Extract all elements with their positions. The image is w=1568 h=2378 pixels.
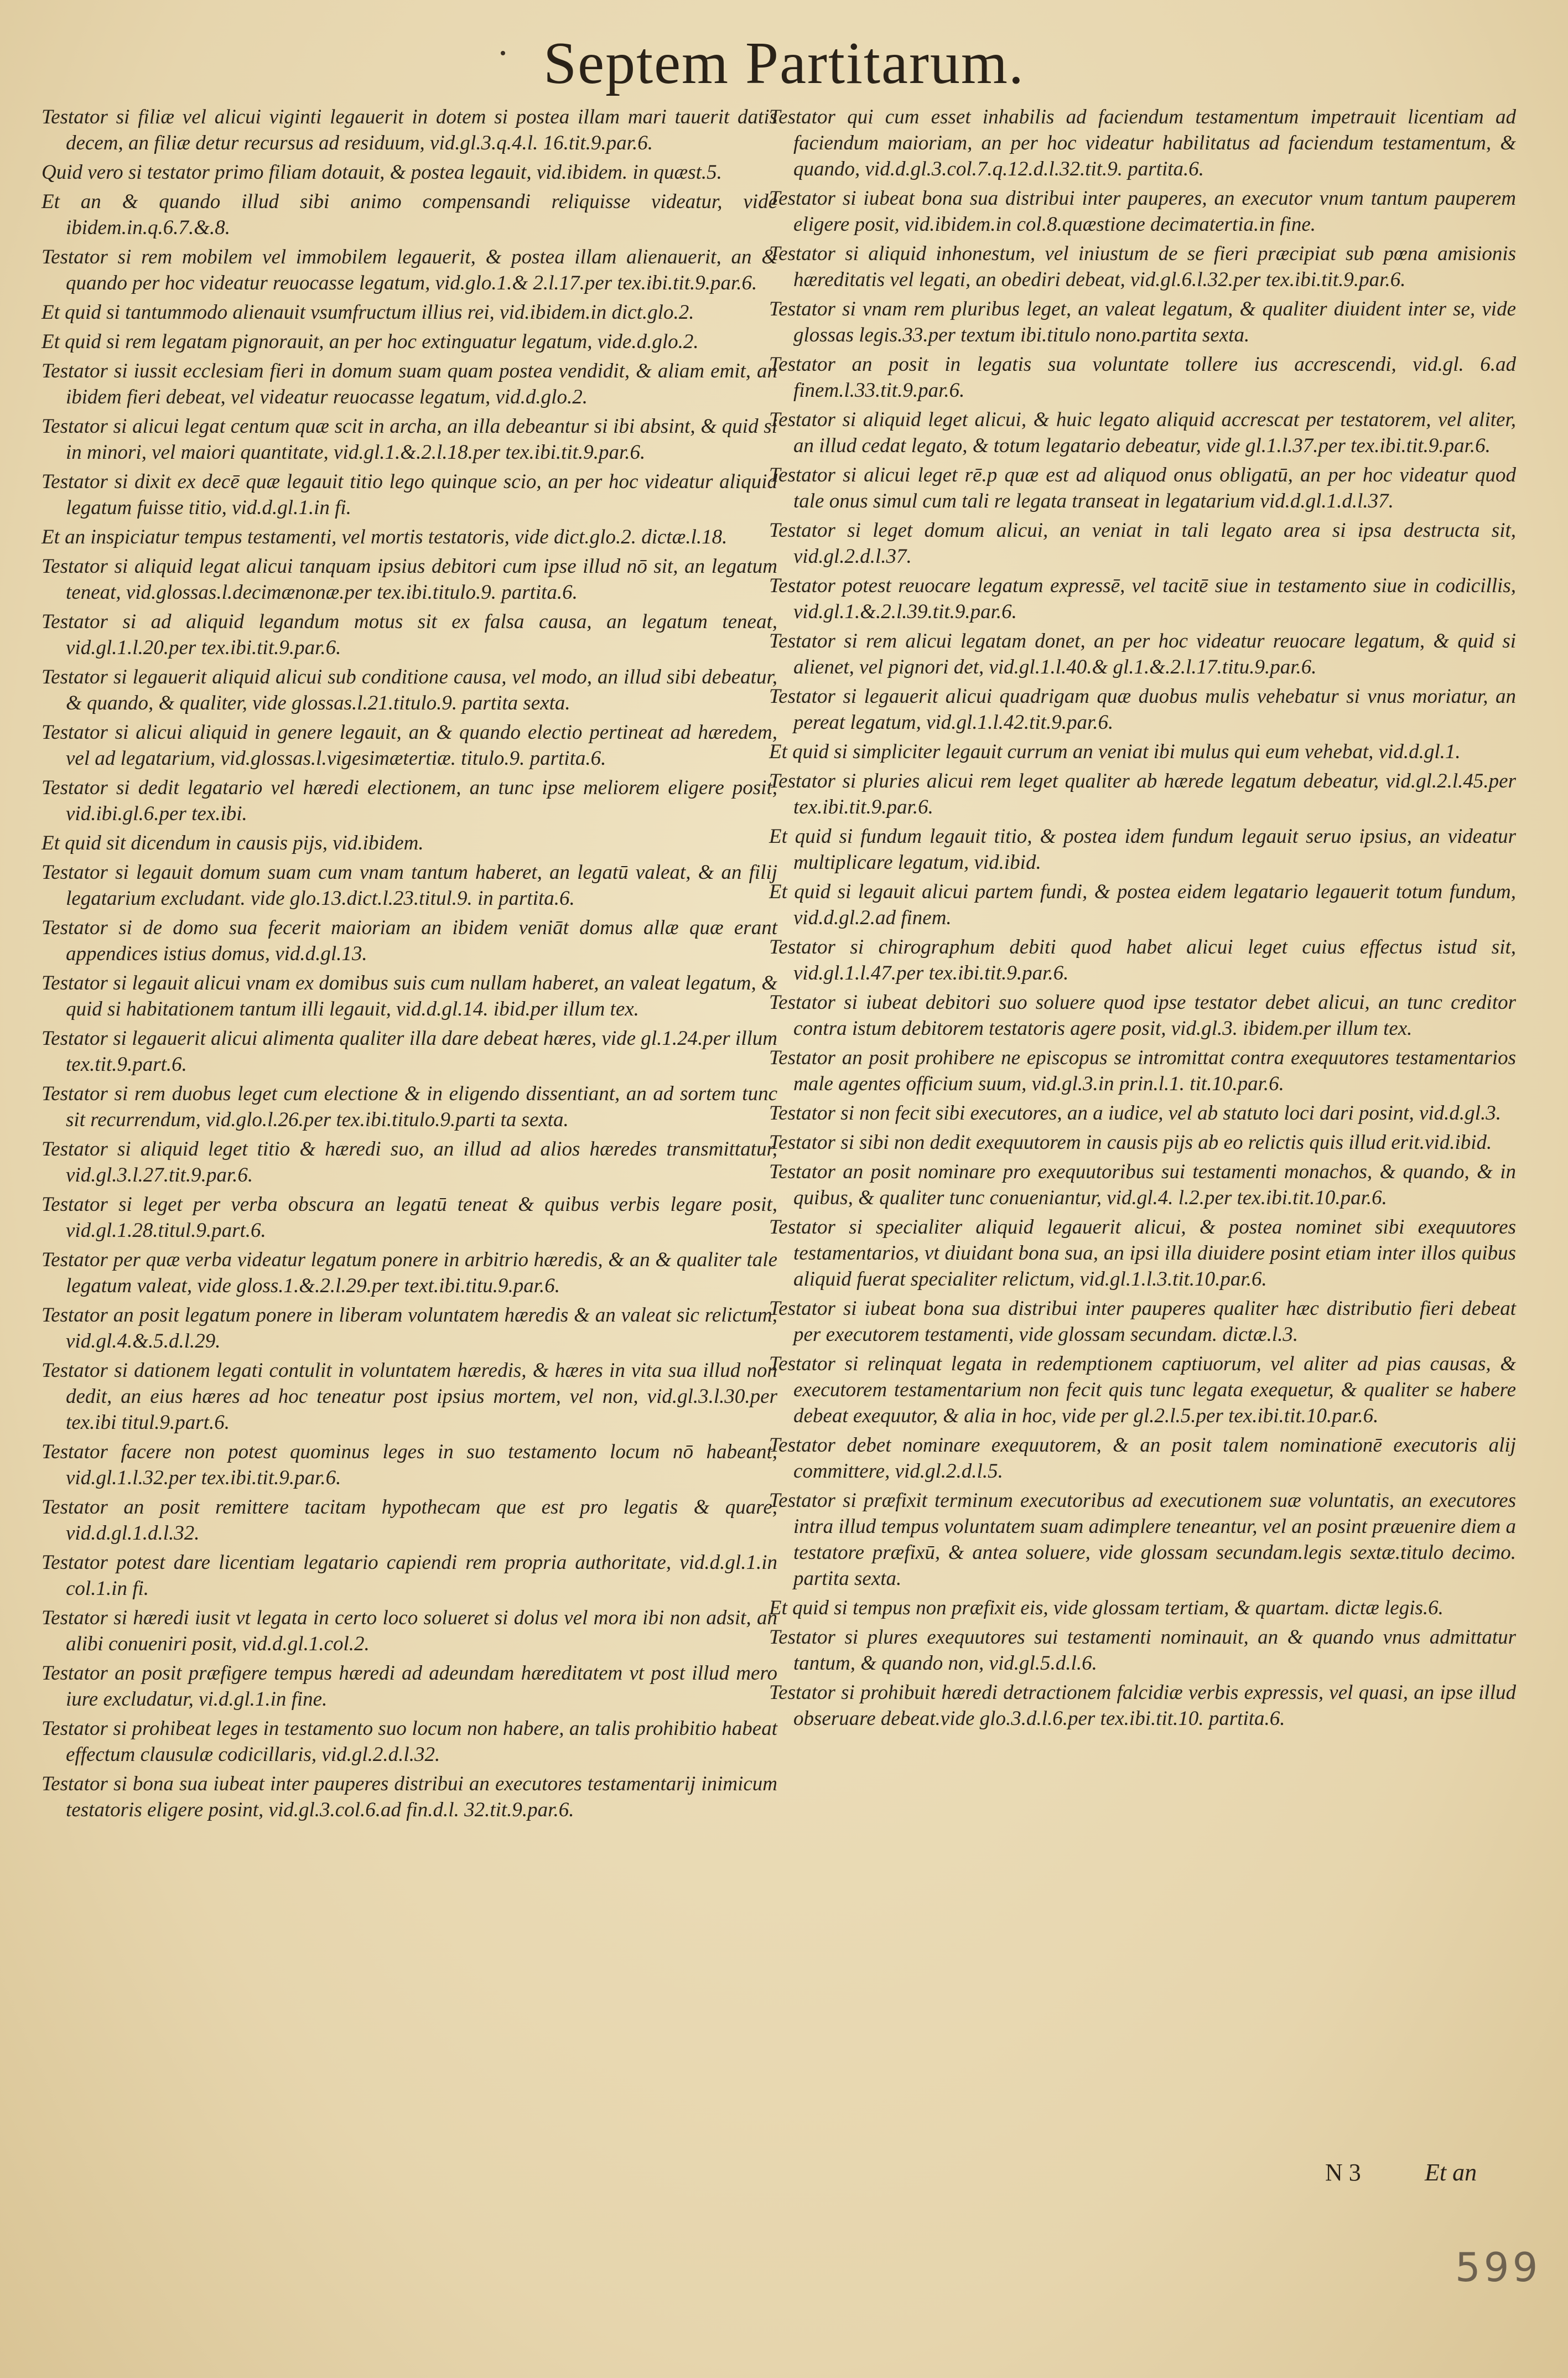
index-entry: Testator an posit nominare pro exequutoribus sui testamenti monachos, & quando, & in quibus, & qualiter tunc conueniantur, vid.gl.4. l.2.per tex.ibi.tit.10.par.6. — [769, 1160, 1516, 1209]
index-entry: Testator si aliquid leget alicui, & huic legato aliquid accrescat per testatorem, vel aliter, an illud cedat legato, & totum legatario debeatur, vide gl.1.l.37.per tex.ibi.tit.9.par.6. — [769, 408, 1516, 457]
left-column — [41, 104, 777, 1826]
index-entry: Testator an posit legatum ponere in liberam voluntatem hæredis & an valeat sic relictum, vid.gl.4.&.5.d.l.29. — [41, 1304, 777, 1353]
running-header — [0, 22, 1568, 105]
index-entry: Testator debet nominare exequutorem, & an posit talem nominationē executoris alij committere, vid.gl.2.d.l.5. — [769, 1434, 1516, 1483]
index-entry: Testator si specialiter aliquid legauerit alicui, & postea nominet sibi exequutores testamentarios, vt diuidant bona sua, an ipsi illa diuidere posint etiam inter illos quibus aliquid fuerat specialiter relictum, vid.gl.1.l.3.tit.10.par.6. — [769, 1216, 1516, 1291]
index-entry: Testator si non fecit sibi executores, an a iudice, vel ab statuto loci dari posint, vid.d.gl.3. — [769, 1102, 1501, 1125]
index-entry: Testator an posit prohibere ne episcopus se intromittat contra exequutores testamentarios male agentes officium suum, vid.gl.3.in prin.l.1. tit.10.par.6. — [769, 1046, 1516, 1095]
index-entry: Testator si dedit legatario vel hæredi electionem, an tunc ipse meliorem eligere posit, vid.ibi.gl.6.per tex.ibi. — [41, 776, 777, 825]
index-entry: Et quid si tempus non præfixit eis, vide glossam tertiam, & quartam. dictæ legis.6. — [769, 1597, 1444, 1619]
index-entry: Testator si sibi non dedit exequutorem in causis pijs ab eo relictis quis illud erit.vid.ibid. — [769, 1131, 1492, 1154]
index-entry: Testator an posit in legatis sua voluntate tollere ius accrescendi, vid.gl. 6.ad finem.l.33.tit.9.par.6. — [769, 353, 1516, 402]
index-entry: Testator potest dare licentiam legatario capiendi rem propria authoritate, vid.d.gl.1.in col.1.in fi. — [41, 1551, 777, 1600]
index-entry: Testator si leget per verba obscura an legatū teneat & quibus verbis legare posit, vid.gl.1.28.titul.9.part.6. — [41, 1193, 777, 1242]
handwritten-folio-number: 599 — [1455, 2244, 1541, 2291]
index-entry: Testator si filiæ vel alicui viginti legauerit in dotem si postea illam mari tauerit datis decem, an filiæ detur recursus ad residuum, vid.gl.3.q.4.l. 16.tit.9.par.6. — [41, 106, 777, 154]
index-entry: Et quid si legauit alicui partem fundi, & postea eidem legatario legauerit totum fundum, vid.d.gl.2.ad finem. — [769, 880, 1516, 929]
index-entry: Testator si legauerit alicui alimenta qualiter illa dare debeat hæres, vide gl.1.24.per illum tex.tit.9.part.6. — [41, 1027, 777, 1076]
index-entry: Testator si vnam rem pluribus leget, an valeat legatum, & qualiter diuident inter se, vide glossas legis.33.per textum ibi.titulo nono.partita sexta. — [769, 298, 1516, 346]
index-entry: Testator si prohibuit hæredi detractionem falcidiæ verbis expressis, vel quasi, an ipse illud obseruare debeat.vide glo.3.d.l.6.per tex.ibi.tit.10. partita.6. — [769, 1681, 1516, 1730]
index-entry: Testator si præfixit terminum executoribus ad executionem suæ voluntatis, an executores intra illud tempus voluntatem suam adimplere teneantur, vel an posint præuenire diem a testatore præfixū, & antea soluere, vide glossam secundam.legis sextæ.titulo decimo. partita sexta. — [769, 1489, 1516, 1590]
index-entry: Testator si rem alicui legatam donet, an per hoc videatur reuocare legatum, & quid si alienet, vel pignori det, vid.gl.1.l.40.& gl.1.&.2.l.17.titu.9.par.6. — [769, 630, 1516, 678]
index-entry: Testator si alicui aliquid in genere legauit, an & quando electio pertineat ad hæredem, vel ad legatarium, vid.glossas.l.vigesimætertiæ. titulo.9. partita.6. — [41, 721, 777, 770]
index-entry: Testator facere non potest quominus leges in suo testamento locum nō habeant, vid.gl.1.l.32.per tex.ibi.tit.9.par.6. — [41, 1441, 777, 1489]
index-entry: Testator si aliquid leget titio & hæredi suo, an illud ad alios hæredes transmittatur, vid.gl.3.l.27.tit.9.par.6. — [41, 1138, 777, 1187]
index-entry: Testator si rem duobus leget cum electione & in eligendo dissentiant, an ad sortem tunc sit recurrendum, vid.glo.l.26.per tex.ibi.titulo.9.parti ta sexta. — [41, 1082, 777, 1131]
catchword: Et an — [1425, 2159, 1477, 2186]
index-entry: Testator si dixit ex decē quæ legauit titio lego quinque scio, an per hoc videatur aliquid legatum fuisse titio, vid.d.gl.1.in fi. — [41, 470, 777, 519]
index-entry: Et quid si rem legatam pignorauit, an per hoc extinguatur legatum, vide.d.glo.2. — [41, 330, 699, 353]
index-entry: Et quid sit dicendum in causis pijs, vid.ibidem. — [41, 832, 424, 854]
index-entry: Testator si ad aliquid legandum motus sit ex falsa causa, an legatum teneat, vid.gl.1.l.20.per tex.ibi.tit.9.par.6. — [41, 610, 777, 659]
index-entry: Testator potest reuocare legatum expressē, vel tacitē siue in testamento siue in codicillis, vid.gl.1.&.2.l.39.tit.9.par.6. — [769, 574, 1516, 623]
index-entry: Quid vero si testator primo filiam dotauit, & postea legauit, vid.ibidem. in quæst.5. — [41, 161, 722, 184]
index-entry: Testator si prohibeat leges in testamento suo locum non habere, an talis prohibitio habeat effectum clausulæ codicillaris, vid.gl.2.d.l.32. — [41, 1717, 777, 1766]
index-entry: Testator si rem mobilem vel immobilem legauerit, & postea illam alienauerit, an & quando per hoc videatur reuocasse legatum, vid.glo.1.& 2.l.17.per tex.ibi.tit.9.par.6. — [41, 246, 777, 294]
index-entry: Testator si pluries alicui rem leget qualiter ab hærede legatum debeatur, vid.gl.2.l.45.per tex.ibi.tit.9.par.6. — [769, 770, 1516, 818]
index-entry: Et quid si fundum legauit titio, & postea idem fundum legauit seruo ipsius, an videatur multiplicare legatum, vid.ibid. — [769, 825, 1516, 874]
index-entry: Testator si iubeat debitori suo soluere quod ipse testator debet alicui, an tunc creditor contra istum debitorem testatoris agere posit, vid.gl.3. ibidem.per illum tex. — [769, 991, 1516, 1040]
index-entry: Testator si bona sua iubeat inter pauperes distribui an executores testamentarij inimicum testatoris eligere posint, vid.gl.3.col.6.ad fin.d.l. 32.tit.9.par.6. — [41, 1773, 777, 1821]
index-entry: Et quid si tantummodo alienauit vsumfructum illius rei, vid.ibidem.in dict.glo.2. — [41, 301, 694, 324]
signature-mark: N 3 — [1325, 2159, 1361, 2186]
index-entry: Testator an posit præfigere tempus hæredi ad adeundam hæreditatem vt post illud mero iure excludatur, vi.d.gl.1.in fine. — [41, 1662, 777, 1711]
index-entry: Testator si iubeat bona sua distribui inter pauperes, an executor vnum tantum pauperem eligere posit, vid.ibidem.in col.8.quæstione decimatertia.in fine. — [769, 187, 1516, 236]
index-entry: Testator si hæredi iusit vt legata in certo loco solueret si dolus vel mora ibi non adsit, an alibi conueniri posit, vid.d.gl.1.col.2. — [41, 1607, 777, 1655]
index-entry: Testator si chirographum debiti quod habet alicui leget cuius effectus istud sit, vid.gl.1.l.47.per tex.ibi.tit.9.par.6. — [769, 936, 1516, 985]
index-entry: Testator si dationem legati contulit in voluntatem hæredis, & hæres in vita sua illud non dedit, an eius hæres ad hoc teneatur post ipsius mortem, vel non, vid.gl.3.l.30.per tex.ibi titul.9.part.6. — [41, 1359, 777, 1434]
index-entry: Testator qui cum esset inhabilis ad faciendum testamentum impetrauit licentiam ad faciendum maioriam, an per hoc videatur habilitatus ad faciendum testamentum, & quando, vid.d.gl.3.col.7.q.12.d.l.32.tit.9. partita.6. — [769, 106, 1516, 180]
index-entry: Testator si relinquat legata in redemptionem captiuorum, vel aliter ad pias causas, & executorem testamentarium non fecit quis tunc legata exequetur, & qualiter se habere debeat exequutor, & alia in hoc, vide per gl.2.l.5.per tex.ibi.tit.10.par.6. — [769, 1353, 1516, 1427]
index-entry: Testator si legauerit aliquid alicui sub conditione causa, vel modo, an illud sibi debeatur, & quando, & qualiter, vide glossas.l.21.titulo.9. partita sexta. — [41, 666, 777, 714]
index-entry: Testator si plures exequutores sui testamenti nominauit, an & quando vnus admittatur tantum, & quando non, vid.gl.5.d.l.6. — [769, 1626, 1516, 1675]
index-entry: Testator an posit remittere tacitam hypothecam que est pro legatis & quare, vid.d.gl.1.d.l.32. — [41, 1496, 777, 1545]
page-title: Septem Partitarum. — [543, 30, 1025, 96]
index-entry: Testator si alicui legat centum quæ scit in archa, an illa debeantur si ibi absint, & quid si in minori, vel maiori quantitate, vid.gl.1.&.2.l.18.per tex.ibi.tit.9.par.6. — [41, 415, 777, 464]
index-entry: Testator si alicui leget rē.p quæ est ad aliquod onus obligatū, an per hoc videatur quod tale onus simul cum tali re legata transeat in legatarium vid.d.gl.1.d.l.37. — [769, 464, 1516, 512]
index-entry: Testator si aliquid inhonestum, vel iniustum de se fieri præcipiat sub pœna amisionis hæreditatis vel legati, an obediri debeat, vid.gl.6.l.32.per tex.ibi.tit.9.par.6. — [769, 242, 1516, 291]
index-entry: Testator si iubeat bona sua distribui inter pauperes qualiter hæc distributio fieri debeat per executorem testamenti, vide glossam secundam. dictæ.l.3. — [769, 1297, 1516, 1346]
index-entry: Testator si iussit ecclesiam fieri in domum suam quam postea vendidit, & aliam emit, an ibidem fieri debeat, vel videatur reuocasse legatum, vid.d.glo.2. — [41, 360, 777, 408]
index-entry: Testator si leget domum alicui, an veniat in tali legato area si ipsa destructa sit, vid.gl.2.d.l.37. — [769, 519, 1516, 568]
index-entry: Et an & quando illud sibi animo compensandi reliquisse videatur, vide ibidem.in.q.6.7.&.8. — [41, 190, 777, 239]
index-entry: Testator si legauit alicui vnam ex domibus suis cum nullam haberet, an valeat legatum, & quid si habitationem tantum illi legauit, vid.d.gl.14. ibid.per illum tex. — [41, 972, 777, 1020]
index-entry: Et quid si simpliciter legauit currum an veniat ibi mulus qui eum vehebat, vid.d.gl.1. — [769, 740, 1461, 763]
index-entry: Testator si aliquid legat alicui tanquam ipsius debitori cum ipse illud nō sit, an legatum teneat, vid.glossas.l.decimænonæ.per tex.ibi.titulo.9. partita.6. — [41, 555, 777, 604]
index-entry: Testator si de domo sua fecerit maioriam an ibidem veniāt domus allæ quæ erant appendices istius domus, vid.d.gl.13. — [41, 916, 777, 965]
right-column — [769, 104, 1516, 1735]
index-entry: Et an inspiciatur tempus testamenti, vel mortis testatoris, vide dict.glo.2. dictæ.l.18. — [41, 526, 728, 548]
index-entry: Testator per quæ verba videatur legatum ponere in arbitrio hæredis, & an & qualiter tale legatum valeat, vide gloss.1.&.2.l.29.per text.ibi.titu.9.par.6. — [41, 1248, 777, 1297]
index-entry: Testator si legauit domum suam cum vnam tantum haberet, an legatū valeat, & an filij legatarium excludant. vide glo.13.dict.l.23.titul.9. in partita.6. — [41, 861, 777, 910]
index-entry: Testator si legauerit alicui quadrigam quæ duobus mulis vehebatur si vnus moriatur, an pereat legatum, vid.gl.1.l.42.tit.9.par.6. — [769, 685, 1516, 734]
